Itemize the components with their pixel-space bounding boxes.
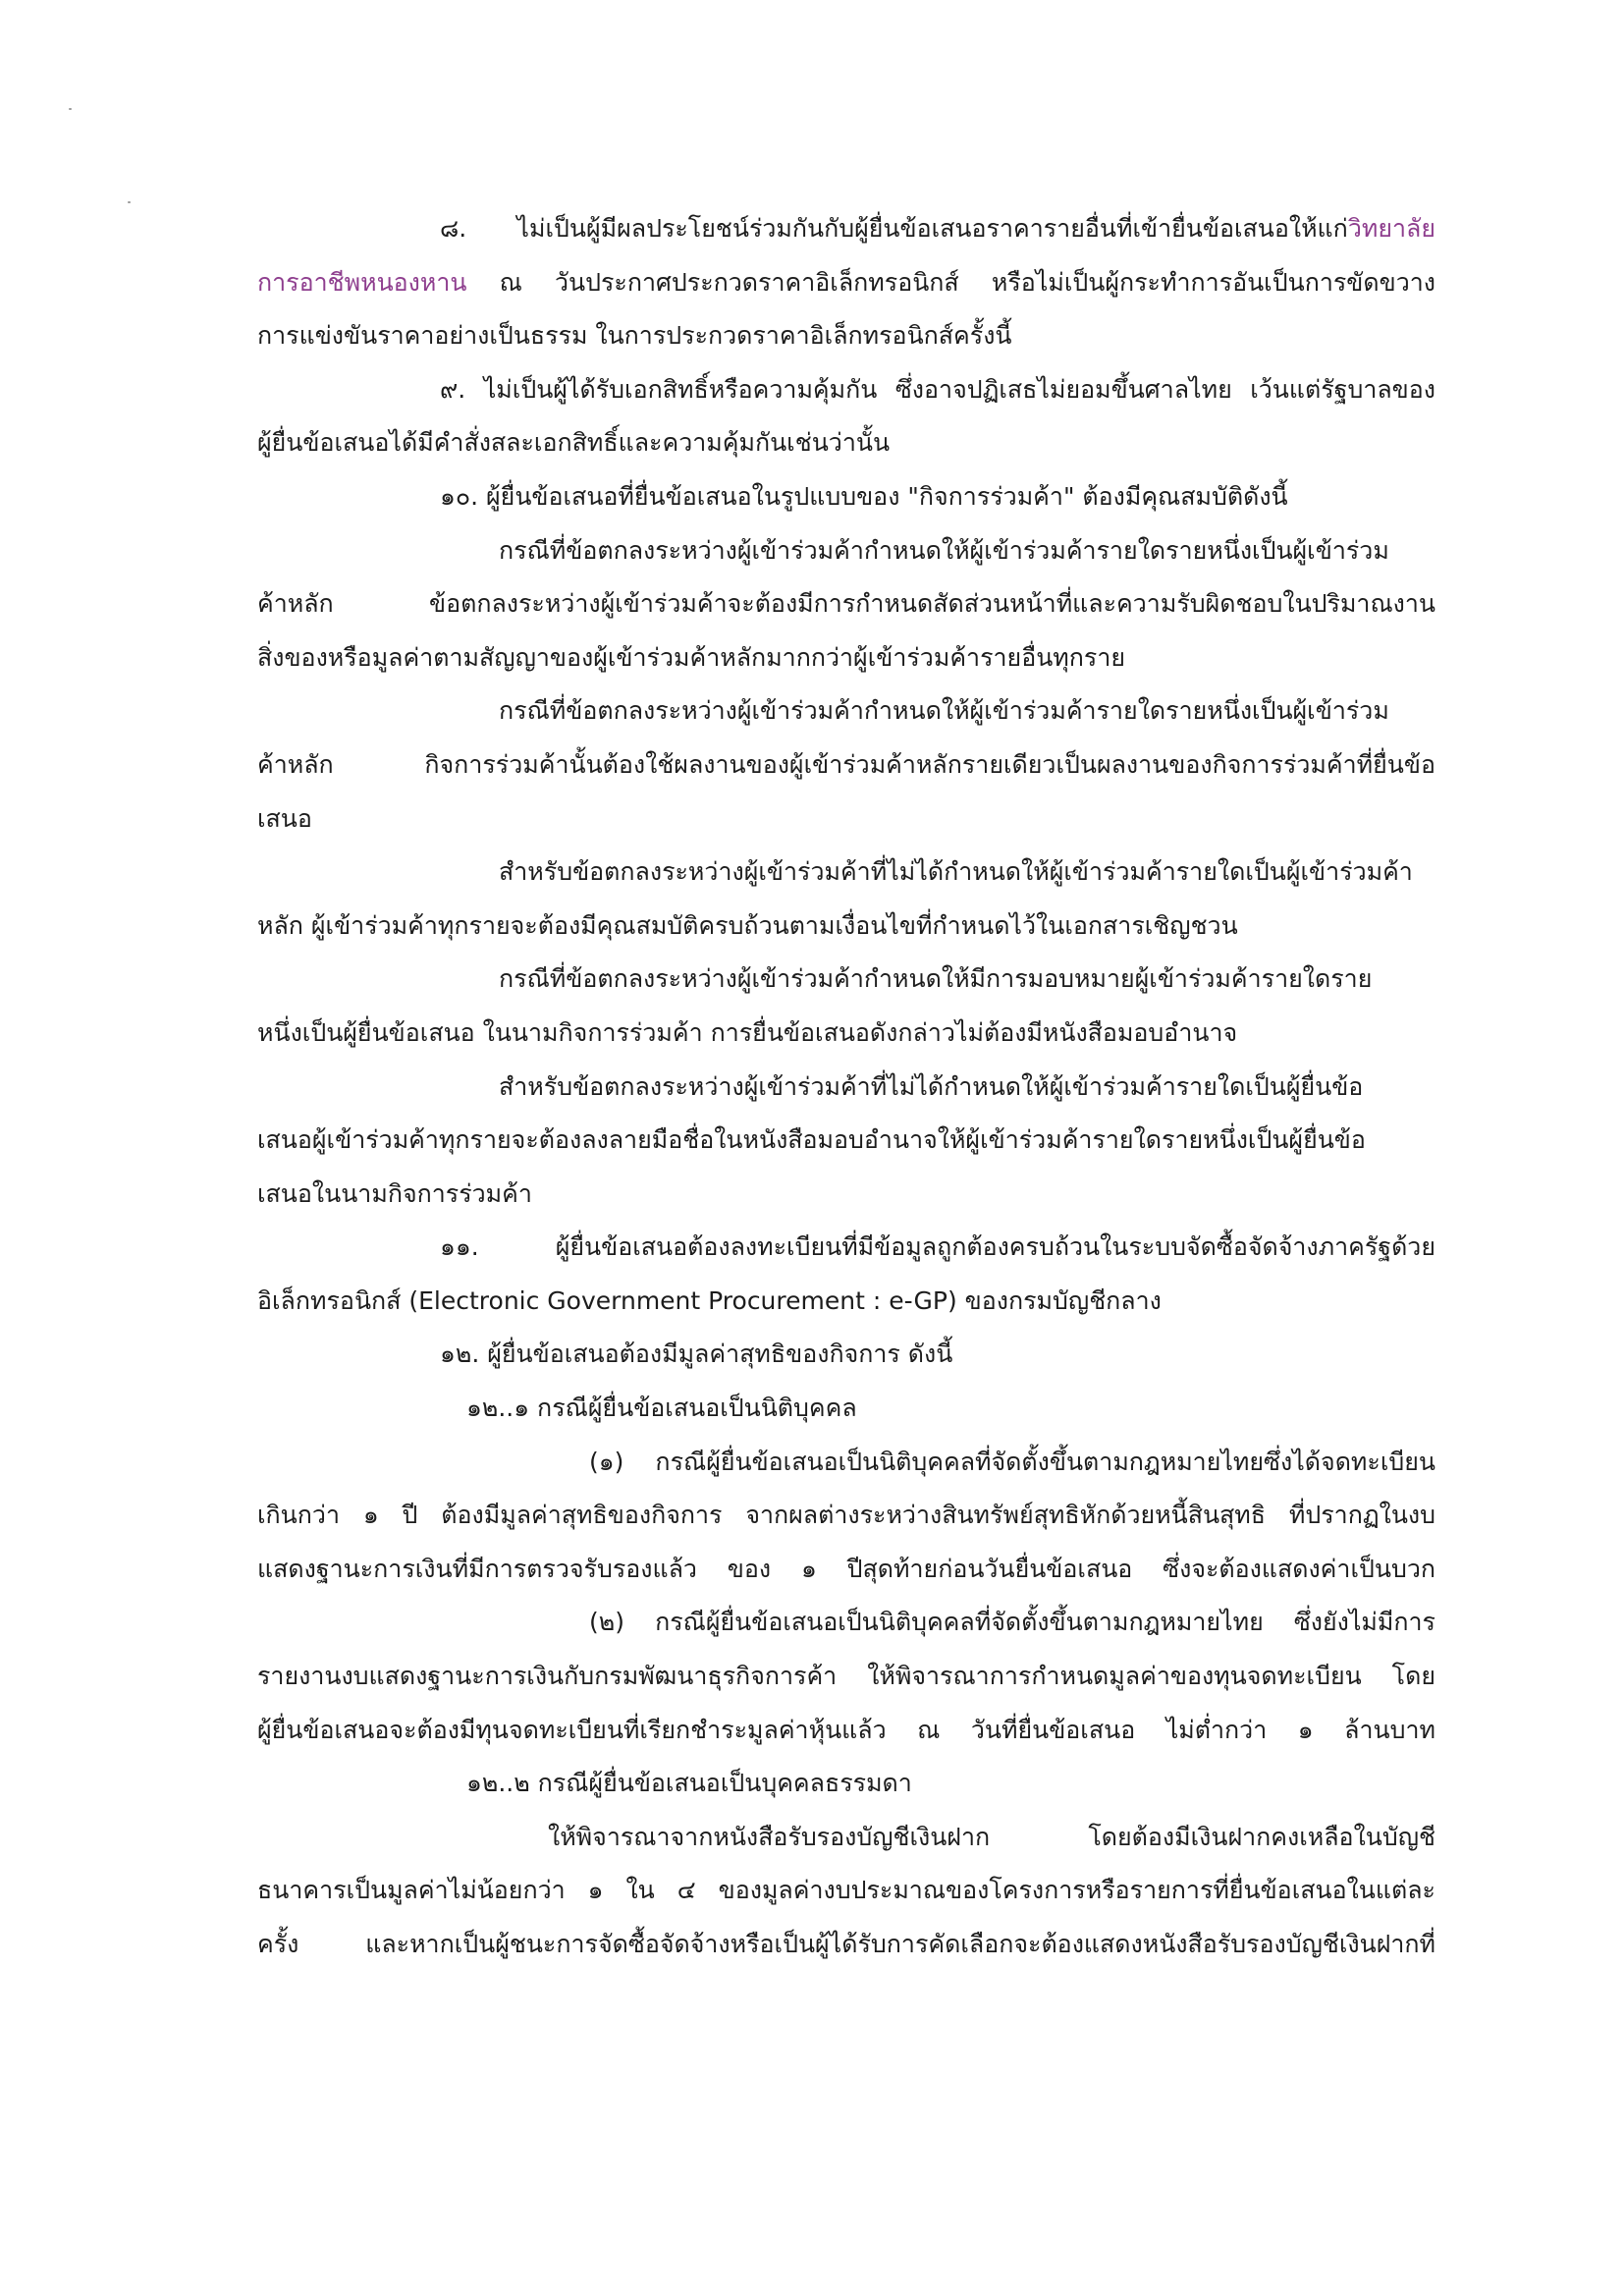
text-line — [257, 1221, 1435, 1275]
text-line — [257, 1007, 1435, 1061]
line-text: (๑) กรณีผู้ยื่นข้อเสนอเป็นนิติบุคคลที่จัดตั้งขึ้นตามกฎหมายไทยซึ่งได้จดทะเบียน — [589, 1447, 1435, 1476]
text-line — [257, 1328, 1435, 1382]
line-text: เสนอผู้เข้าร่วมค้าทุกรายจะต้องลงลายมือชื่อในหนังสือมอบอำนาจให้ผู้เข้าร่วมค้ารายใดรายหนึ่งเป็นผู้ยื่นข้อ — [257, 1125, 1366, 1155]
text-line — [257, 1704, 1435, 1758]
highlighted-text: การอาชีพหนองหาน — [257, 267, 467, 297]
line-text: ให้พิจารณาจากหนังสือรับรองบัญชีเงินฝาก โดยต้องมีเงินฝากคงเหลือในบัญชี — [548, 1822, 1435, 1851]
line-text: รายงานงบแสดงฐานะการเงินกับกรมพัฒนาธุรกิจการค้า ให้พิจารณาการกำหนดมูลค่าของทุนจดทะเบียน โดย — [257, 1662, 1435, 1691]
text-line — [257, 524, 1435, 578]
text-line — [257, 1864, 1435, 1918]
scan-speck — [128, 201, 131, 203]
line-text: สำหรับข้อตกลงระหว่างผู้เข้าร่วมค้าที่ไม่ได้กำหนดให้ผู้เข้าร่วมค้ารายใดเป็นผู้เข้าร่วมค้า — [499, 857, 1413, 887]
line-text: ผู้ยื่นข้อเสนอได้มีคำสั่งสละเอกสิทธิ์และความคุ้มกันเช่นว่านั้น — [257, 428, 891, 458]
text-line — [257, 1596, 1435, 1650]
text-line — [257, 1918, 1435, 1972]
text-line — [257, 416, 1435, 470]
line-text: สิ่งของหรือมูลค่าตามสัญญาของผู้เข้าร่วมค้าหลักมากกว่าผู้เข้าร่วมค้ารายอื่นทุกราย — [257, 642, 1126, 672]
text-line — [257, 1061, 1435, 1115]
scan-speck — [69, 108, 72, 110]
line-text: ๑๒. ผู้ยื่นข้อเสนอต้องมีมูลค่าสุทธิของกิจการ ดังนี้ — [440, 1339, 953, 1369]
line-text: สำหรับข้อตกลงระหว่างผู้เข้าร่วมค้าที่ไม่ได้กำหนดให้ผู้เข้าร่วมค้ารายใดเป็นผู้ยื่นข้อ — [499, 1071, 1364, 1101]
line-text: กรณีที่ข้อตกลงระหว่างผู้เข้าร่วมค้ากำหนดให้ผู้เข้าร่วมค้ารายใดรายหนึ่งเป็นผู้เข้าร่วม — [499, 535, 1389, 565]
highlighted-text: วิทยาลัย — [1347, 214, 1435, 243]
line-text: กรณีที่ข้อตกลงระหว่างผู้เข้าร่วมค้ากำหนดให้มีการมอบหมายผู้เข้าร่วมค้ารายใดราย — [499, 964, 1373, 994]
line-text: ๑๐. ผู้ยื่นข้อเสนอที่ยื่นข้อเสนอในรูปแบบของ "กิจการร่วมค้า" ต้องมีคุณสมบัติดังนี้ — [440, 481, 1288, 511]
line-text: ณ วันประกาศประกวดราคาอิเล็กทรอนิกส์ หรือไม่เป็นผู้กระทำการอันเป็นการขัดขวาง — [466, 267, 1435, 297]
line-text: ๙. ไม่เป็นผู้ได้รับเอกสิทธิ์หรือความคุ้มกัน ซึ่งอาจปฏิเสธไม่ยอมขึ้นศาลไทย เว้นแต่รัฐบาลของ — [440, 374, 1435, 404]
line-text: ๑๒..๑ กรณีผู้ยื่นข้อเสนอเป็นนิติบุคคล — [466, 1394, 857, 1423]
text-line — [257, 1757, 1435, 1811]
line-text: กรณีที่ข้อตกลงระหว่างผู้เข้าร่วมค้ากำหนดให้ผู้เข้าร่วมค้ารายใดรายหนึ่งเป็นผู้เข้าร่วม — [499, 696, 1389, 726]
text-line — [257, 738, 1435, 793]
text-line — [257, 793, 1435, 847]
text-line — [257, 470, 1435, 524]
line-text: หลัก ผู้เข้าร่วมค้าทุกรายจะต้องมีคุณสมบัติครบถ้วนตามเงื่อนไขที่กำหนดไว้ในเอกสารเชิญชวน — [257, 910, 1238, 940]
text-line — [257, 1382, 1435, 1436]
text-line — [257, 1489, 1435, 1543]
text-line — [257, 1543, 1435, 1597]
line-text: ค้าหลัก กิจการร่วมค้านั้นต้องใช้ผลงานของผู้เข้าร่วมค้าหลักรายเดียวเป็นผลงานของกิจการร่วมค้าที่ยื่นข้อ — [257, 749, 1435, 779]
text-line — [257, 256, 1435, 310]
text-line — [257, 363, 1435, 417]
text-line — [257, 1436, 1435, 1490]
document-body — [257, 202, 1435, 1972]
text-line — [257, 202, 1435, 256]
line-text: ๘. ไม่เป็นผู้มีผลประโยชน์ร่วมกันกับผู้ยื่นข้อเสนอราคารายอื่นที่เข้ายื่นข้อเสนอให้แก่ — [440, 214, 1348, 243]
text-line — [257, 309, 1435, 363]
text-line — [257, 1650, 1435, 1704]
line-text: ๑๒..๒ กรณีผู้ยื่นข้อเสนอเป็นบุคคลธรรมดา — [466, 1769, 912, 1798]
text-line — [257, 1168, 1435, 1222]
text-line — [257, 900, 1435, 954]
line-text: เกินกว่า ๑ ปี ต้องมีมูลค่าสุทธิของกิจการ จากผลต่างระหว่างสินทรัพย์สุทธิหักด้วยหนี้สินสุทธิ ที่ปรากฏในงบ — [257, 1501, 1435, 1530]
text-line — [257, 1811, 1435, 1865]
line-text: ธนาคารเป็นมูลค่าไม่น้อยกว่า ๑ ใน ๔ ของมูลค่างบประมาณของโครงการหรือรายการที่ยื่นข้อเสนอในแต่ละ — [257, 1876, 1435, 1905]
text-line — [257, 953, 1435, 1007]
line-text: เสนอในนามกิจการร่วมค้า — [257, 1178, 532, 1208]
text-line — [257, 1114, 1435, 1168]
text-line — [257, 1275, 1435, 1329]
text-line — [257, 846, 1435, 900]
line-text: การแข่งขันราคาอย่างเป็นธรรม ในการประกวดราคาอิเล็กทรอนิกส์ครั้งนี้ — [257, 321, 1012, 351]
line-text: อิเล็กทรอนิกส์ (Electronic Government Procurement : e-GP) ของกรมบัญชีกลาง — [257, 1285, 1162, 1315]
line-text: เสนอ — [257, 803, 312, 833]
text-line — [257, 684, 1435, 738]
line-text: (๒) กรณีผู้ยื่นข้อเสนอเป็นนิติบุคคลที่จัดตั้งขึ้นตามกฎหมายไทย ซึ่งยังไม่มีการ — [589, 1608, 1435, 1637]
line-text: ผู้ยื่นข้อเสนอจะต้องมีทุนจดทะเบียนที่เรียกชำระมูลค่าหุ้นแล้ว ณ วันที่ยื่นข้อเสนอ ไม่ต่ำกว่า ๑ ล้านบาท — [257, 1715, 1435, 1744]
line-text: แสดงฐานะการเงินที่มีการตรวจรับรองแล้ว ของ ๑ ปีสุดท้ายก่อนวันยื่นข้อเสนอ ซึ่งจะต้องแสดงค่าเป็นบวก — [257, 1554, 1435, 1583]
line-text: ๑๑. ผู้ยื่นข้อเสนอต้องลงทะเบียนที่มีข้อมูลถูกต้องครบถ้วนในระบบจัดซื้อจัดจ้างภาครัฐด้วย — [440, 1232, 1435, 1262]
text-line — [257, 577, 1435, 631]
line-text: ครั้ง และหากเป็นผู้ชนะการจัดซื้อจัดจ้างหรือเป็นผู้ได้รับการคัดเลือกจะต้องแสดงหนังสือรับรองบัญชีเงินฝากที่ — [257, 1930, 1435, 1958]
line-text: ค้าหลัก ข้อตกลงระหว่างผู้เข้าร่วมค้าจะต้องมีการกำหนดสัดส่วนหน้าที่และความรับผิดชอบในปริมาณงาน — [257, 589, 1435, 619]
line-text: หนึ่งเป็นผู้ยื่นข้อเสนอ ในนามกิจการร่วมค้า การยื่นข้อเสนอดังกล่าวไม่ต้องมีหนังสือมอบอำนาจ — [257, 1017, 1238, 1047]
text-line — [257, 631, 1435, 685]
